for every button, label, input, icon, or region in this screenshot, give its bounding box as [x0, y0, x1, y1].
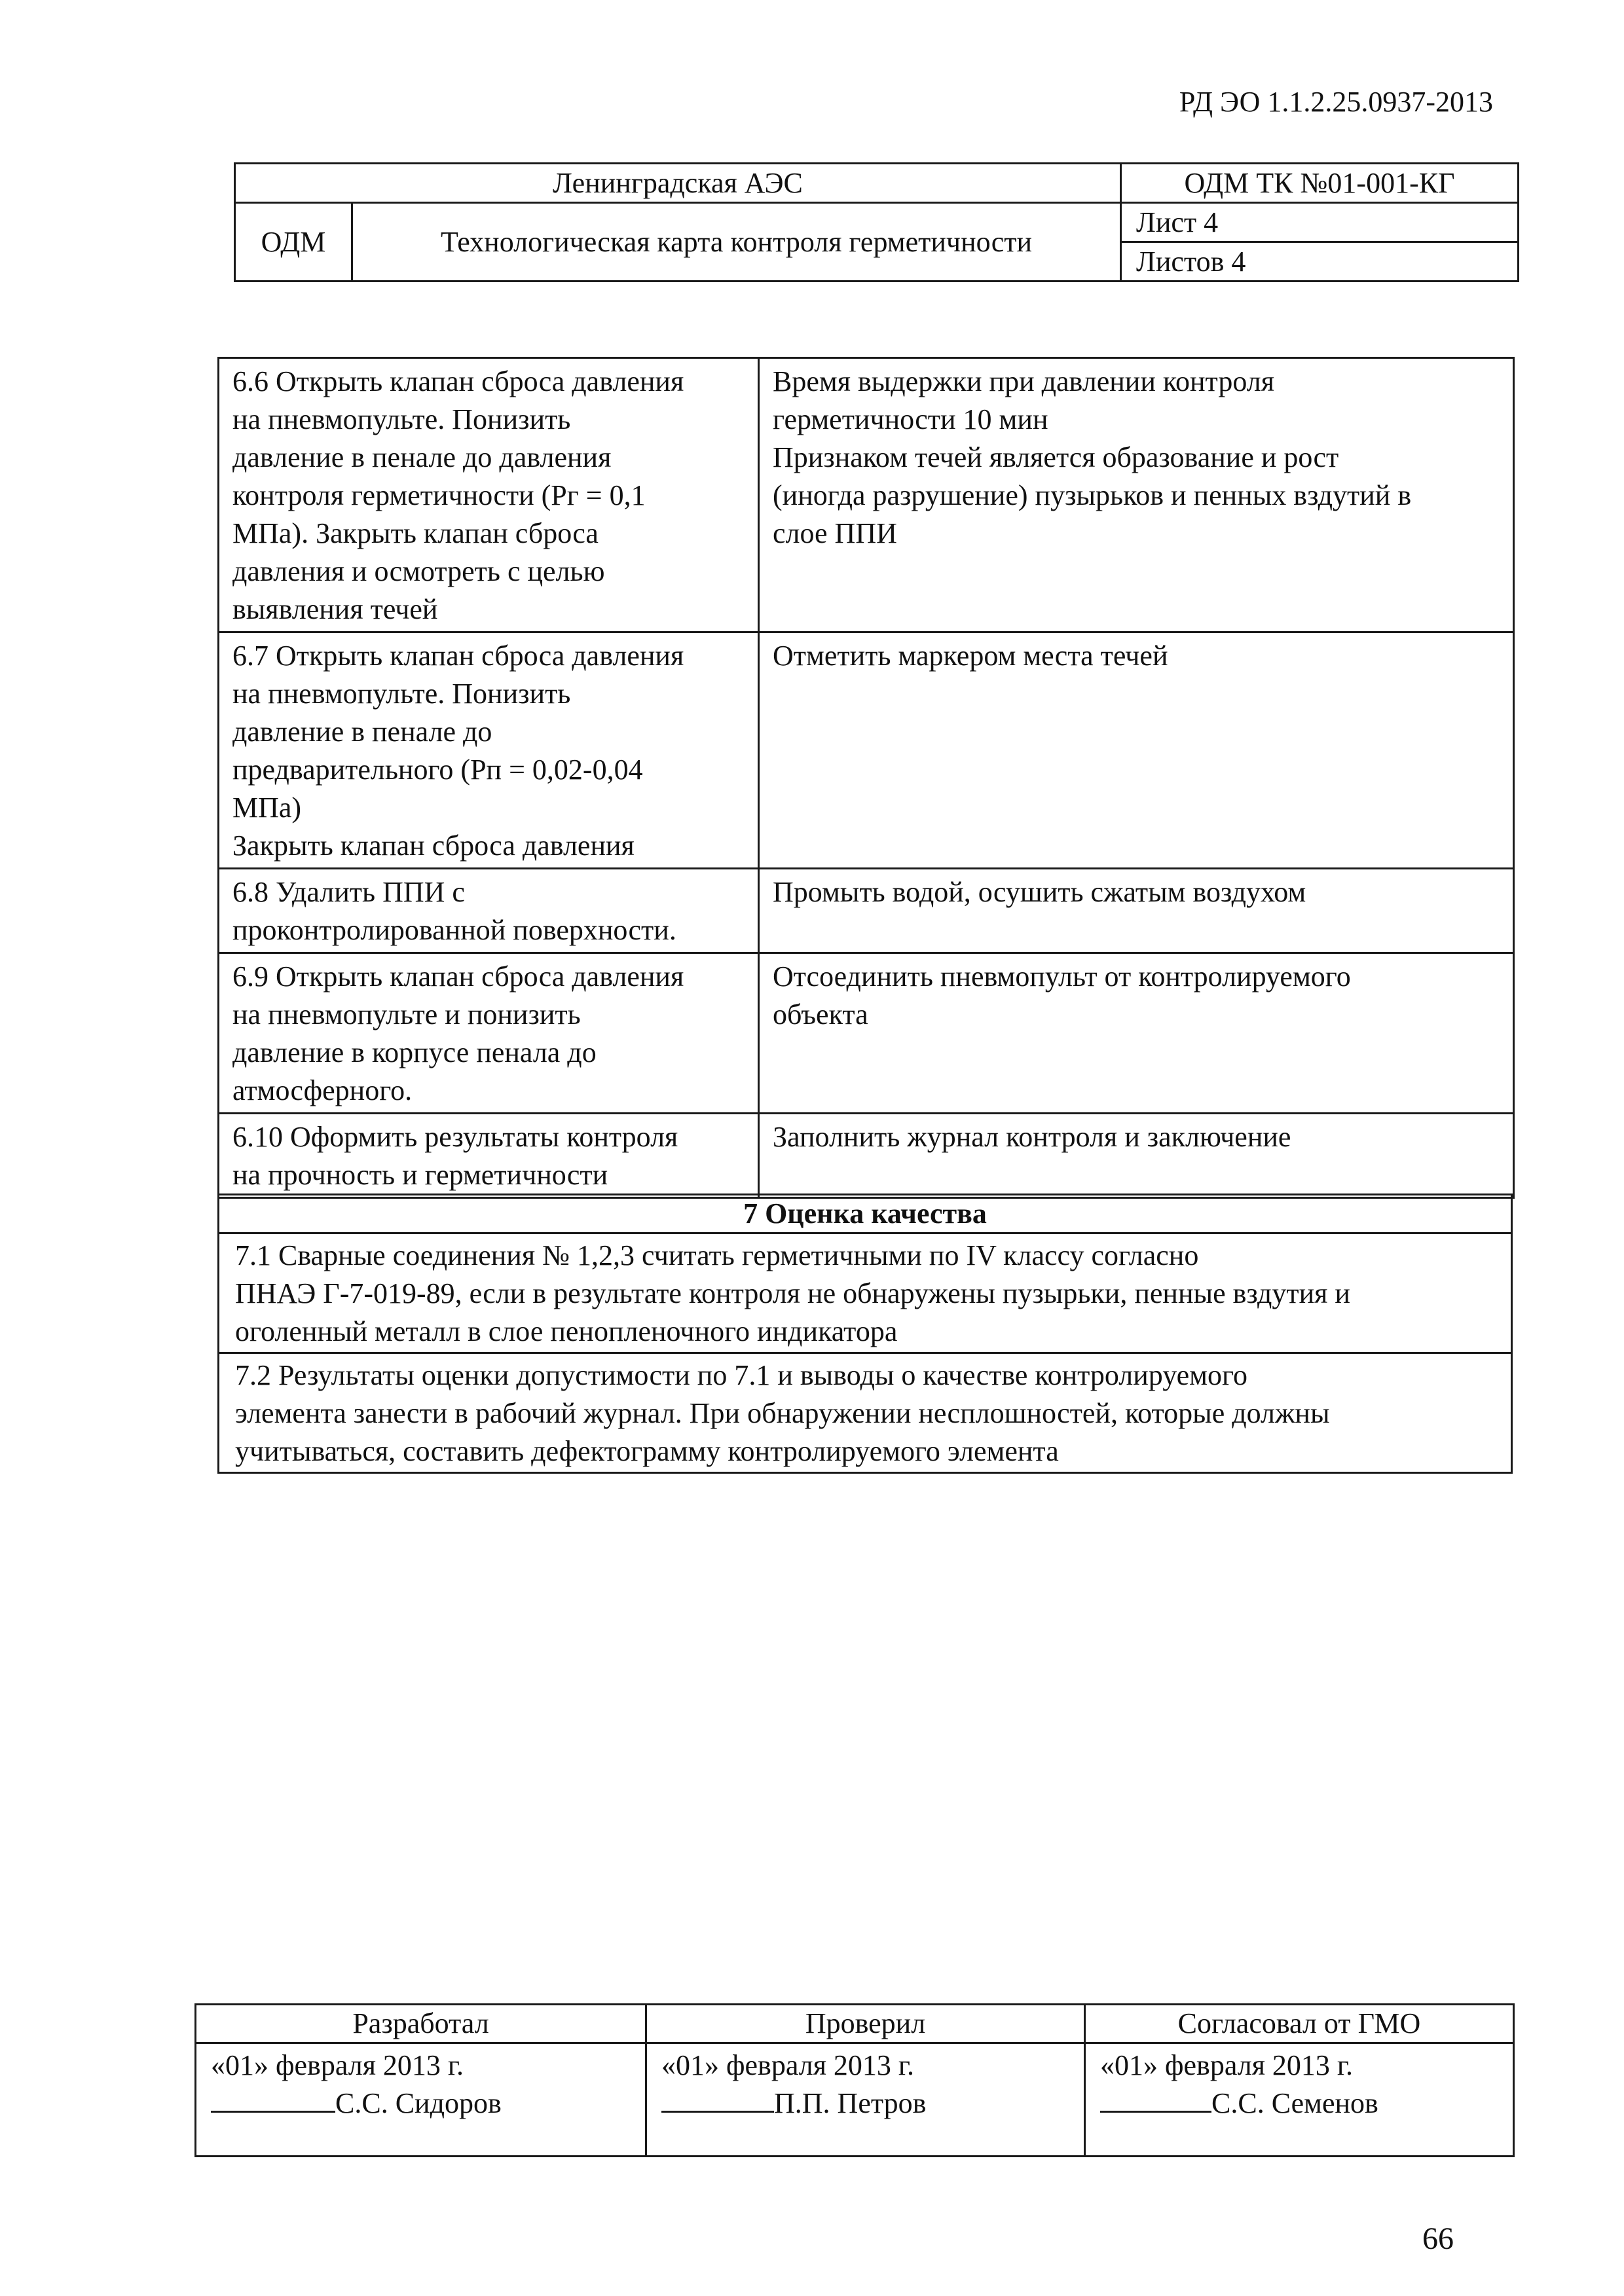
step-action-line: 6.8 Удалить ППИ с	[232, 876, 465, 908]
step-note-line: герметичности 10 мин	[773, 403, 1048, 435]
step-action-line: контроля герметичности (Pг = 0,1	[232, 479, 646, 511]
signature-role: Проверил	[646, 2005, 1085, 2043]
step-note-line: Промыть водой, осушить сжатым воздухом	[773, 876, 1306, 908]
step-note-line: объекта	[773, 998, 868, 1030]
quality-table	[217, 1194, 1513, 1474]
signature-date: «01» февраля 2013 г.	[211, 2049, 464, 2081]
step-action-line: предварительного (Pп = 0,02-0,04	[232, 754, 643, 786]
page-number: 66	[1422, 2221, 1454, 2256]
step-action-line: проконтролированной поверхности.	[232, 914, 676, 946]
signature-role: Разработал	[196, 2005, 646, 2043]
step-note-line: (иногда разрушение) пузырьков и пенных вздутий в	[773, 479, 1412, 511]
signature-date: «01» февраля 2013 г.	[661, 2049, 915, 2081]
step-note-line: Отсоединить пневмопульт от контролируемого	[773, 960, 1351, 993]
signature-date: «01» февраля 2013 г.	[1100, 2049, 1354, 2081]
step-note	[759, 1114, 1514, 1198]
step-row	[219, 358, 1514, 632]
signature-block-developer	[196, 2043, 646, 2157]
document-type: ОДМ	[235, 203, 352, 282]
step-note-line: Время выдержки при давлении контроля	[773, 365, 1274, 397]
quality-item-line: 7.1 Сварные соединения № 1,2,3 считать герметичными по IV классу согласно	[235, 1239, 1199, 1271]
signature-name: П.П. Петров	[774, 2087, 927, 2119]
step-action	[219, 953, 759, 1114]
quality-item-line: элемента занести в рабочий журнал. При обнаружении несплошностей, которые должны	[235, 1397, 1330, 1429]
organization-name: Ленинградская АЭС	[235, 164, 1121, 203]
step-action-line: давление в корпусе пенала до	[232, 1036, 597, 1068]
steps-table	[217, 357, 1515, 1199]
step-action	[219, 1114, 759, 1198]
sheet-number: Лист 4	[1121, 203, 1519, 242]
signature-block-approver	[1085, 2043, 1514, 2157]
quality-item-line: ПНАЭ Г-7-019-89, если в результате контроля не обнаружены пузырьки, пенные вздутия и	[235, 1277, 1350, 1309]
step-action-line: 6.6 Открыть клапан сброса давления	[232, 365, 684, 397]
step-action-line: МПа). Закрыть клапан сброса	[232, 517, 599, 549]
step-note-line: Заполнить журнал контроля и заключение	[773, 1121, 1291, 1153]
step-action-line: выявления течей	[232, 593, 438, 625]
step-row	[219, 869, 1514, 953]
step-action-line: давления и осмотреть с целью	[232, 555, 605, 587]
step-action-line: на прочность и герметичности	[232, 1159, 608, 1191]
quality-item-line: учитываться, составить дефектограмму контролируемого элемента	[235, 1435, 1059, 1467]
step-action-line: на пневмопульте. Понизить	[232, 403, 571, 435]
quality-item	[219, 1353, 1512, 1473]
signature-line	[211, 2090, 335, 2113]
step-note	[759, 869, 1514, 953]
step-action-line: на пневмопульте и понизить	[232, 998, 581, 1030]
header-table	[234, 162, 1519, 282]
step-action-line: 6.7 Открыть клапан сброса давления	[232, 640, 684, 672]
signature-line	[661, 2090, 774, 2113]
step-action-line: давление в пенале до	[232, 716, 492, 748]
signature-name: С.С. Сидоров	[335, 2087, 502, 2119]
document-code: РД ЭО 1.1.2.25.0937-2013	[1179, 86, 1493, 118]
step-row	[219, 632, 1514, 869]
step-note	[759, 953, 1514, 1114]
signature-table	[194, 2003, 1515, 2157]
step-action-line: атмосферного.	[232, 1074, 413, 1106]
signature-line	[1100, 2090, 1211, 2113]
step-note	[759, 358, 1514, 632]
step-action-line: на пневмопульте. Понизить	[232, 678, 571, 710]
step-note-line: слое ППИ	[773, 517, 897, 549]
step-action-line: 6.9 Открыть клапан сброса давления	[232, 960, 684, 993]
quality-item	[219, 1233, 1512, 1353]
step-action-line: давление в пенале до давления	[232, 441, 612, 473]
step-action-line: Закрыть клапан сброса давления	[232, 829, 635, 862]
step-action	[219, 869, 759, 953]
step-note	[759, 632, 1514, 869]
quality-item-line: 7.2 Результаты оценки допустимости по 7.1 и выводы о качестве контролируемого	[235, 1359, 1247, 1391]
step-row	[219, 953, 1514, 1114]
signature-block-checker	[646, 2043, 1085, 2157]
quality-item-line: оголенный металл в слое пенопленочного индикатора	[235, 1315, 898, 1347]
document-title: Технологическая карта контроля герметичности	[352, 203, 1121, 282]
step-note-line: Признаком течей является образование и рост	[773, 441, 1339, 473]
signature-name: С.С. Семенов	[1211, 2087, 1378, 2119]
step-action	[219, 632, 759, 869]
quality-heading: 7 Оценка качества	[219, 1195, 1512, 1233]
step-row	[219, 1114, 1514, 1198]
step-action-line: МПа)	[232, 792, 302, 824]
signature-role: Согласовал от ГМО	[1085, 2005, 1514, 2043]
step-action	[219, 358, 759, 632]
step-note-line: Отметить маркером места течей	[773, 640, 1168, 672]
document-number: ОДМ ТК №01-001-КГ	[1121, 164, 1519, 203]
sheet-count: Листов 4	[1121, 242, 1519, 282]
step-action-line: 6.10 Оформить результаты контроля	[232, 1121, 678, 1153]
